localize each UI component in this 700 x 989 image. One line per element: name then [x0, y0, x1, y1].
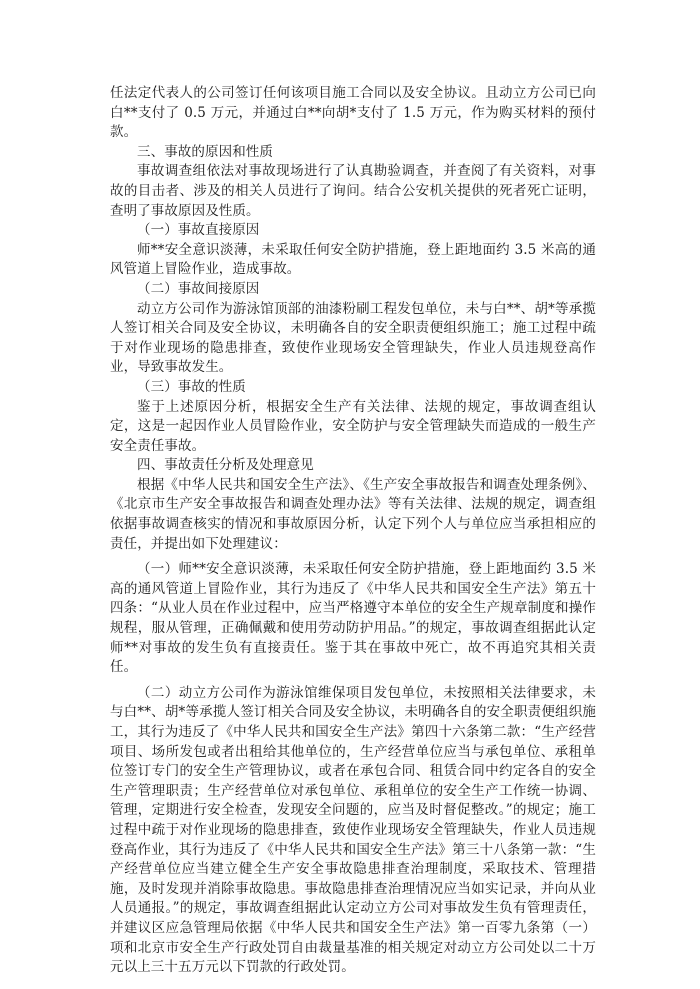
paragraph-payment: 任法定代表人的公司签订任何该项目施工合同以及安全协议。且动立方公司已向白**支付了 0.5 万元，并通过白**向胡*支付了 1.5 万元，作为购买材料的预付款。: [110, 85, 596, 141]
subheading-nature: （三）事故的性质: [137, 378, 246, 395]
paragraph-direct-cause: 师**安全意识淡薄，未采取任何安全防护措施，登上距地面约 3.5 米高的通风管道上冒险作业，造成事故。: [110, 241, 596, 278]
paragraph-responsibility-one: （一）师**安全意识淡薄，未采取任何安全防护措施，登上距地面约 3.5 米高的通风管道上冒险作业，其行为违反了《中华人民共和国安全生产法》第五十四条：“从业人员在作业过程中，应当严格遵守本单位的安全生产规章制度和操作规程，服从管理，正确佩戴和使用劳动防护用品。”的规定，事故调查组据此认定师**对事故的发生负有直接责任。鉴于其在事故中死亡，故不再追究其相关责任。: [110, 561, 596, 676]
section-heading-causes: 三、事故的原因和性质: [137, 143, 273, 160]
paragraph-legal-basis: 根据《中华人民共和国安全生产法》、《生产安全事故报告和调查处理条例》、《北京市生产安全事故报告和调查处理办法》等有关法律、法规的规定，调查组依据事故调查核实的情况和事故原因分析，认定下列个人与单位应当承担相应的责任，并提出如下处理建议：: [110, 476, 596, 552]
paragraph-investigation: 事故调查组依法对事故现场进行了认真勘验调查，并查阅了有关资料，对事故的目击者、涉及的相关人员进行了询问。结合公安机关提供的死者死亡证明，查明了事故原因及性质。: [110, 163, 596, 219]
subheading-direct-cause: （一）事故直接原因: [137, 222, 260, 239]
paragraph-nature: 鉴于上述原因分析，根据安全生产有关法律、法规的规定，事故调查组认定，这是一起因作业人员冒险作业，安全防护与安全管理缺失而造成的一般生产安全责任事故。: [110, 398, 596, 454]
paragraph-indirect-cause: 动立方公司作为游泳馆顶部的油漆粉刷工程发包单位，未与白**、胡*等承揽人签订相关合同及安全协议，未明确各自的安全职责便组织施工；施工过程中疏于对作业现场的隐患排查，致使作业现场安全管理缺失，作业人员违规登高作业，导致事故发生。: [110, 300, 596, 376]
subheading-indirect-cause: （二）事故间接原因: [137, 280, 260, 297]
paragraph-responsibility-two: （二）动立方公司作为游泳馆维保项目发包单位，未按照相关法律要求，未与白**、胡*等承揽人签订相关合同及安全协议，未明确各自的安全职责便组织施工，其行为违反了《中华人民共和国安全生产法》第四十六条第二款：“生产经营项目、场所发包或者出租给其他单位的，生产经营单位应当与承包单位、承租单位签订专门的安全生产管理协议，或者在承包合同、租赁合同中约定各自的安全生产管理职责；生产经营单位对承包单位、承租单位的安全生产工作统一协调、管理，定期进行安全检查，发现安全问题的，应当及时督促整改。”的规定；施工过程中疏于对作业现场的隐患排查，致使作业现场安全管理缺失，作业人员违规登高作业，其行为违反了《中华人民共和国安全生产法》第三十八条第一款：“生产经营单位应当建立健全生产安全事故隐患排查治理制度，采取技术、管理措施，及时发现并消除事故隐患。事故隐患排查治理情况应当如实记录，并向从业人员通报。”的规定，事故调查组据此认定动立方公司对事故发生负有管理责任，并建议区应急管理局依据《中华人民共和国安全生产法》第一百零九条第（一）项和北京市安全生产行政处罚自由裁量基准的相关规定对动立方公司处以二十万元以上三十五万元以下罚款的行政处罚。: [110, 684, 596, 976]
document-body: [110, 84, 596, 978]
section-heading-responsibility: 四、事故责任分析及处理意见: [137, 457, 314, 474]
